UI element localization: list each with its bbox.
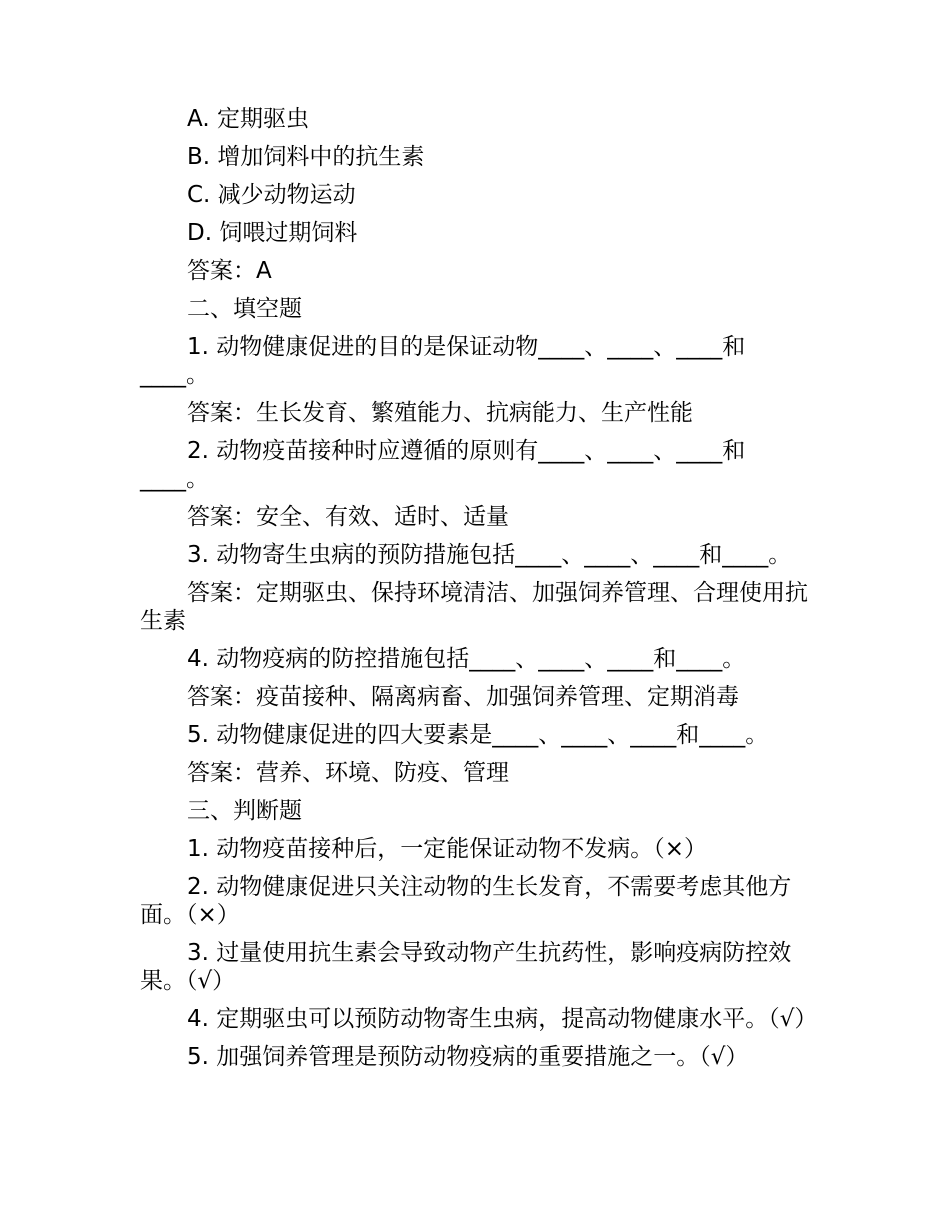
fill-blank-question-4: 4. 动物疫病的防控措施包括____、____、____和____。 bbox=[187, 646, 746, 672]
fill-blank-answer-3: 答案：定期驱虫、保持环境清洁、加强饲养管理、合理使用抗生素 bbox=[140, 580, 808, 634]
option-b: B. 增加饲料中的抗生素 bbox=[187, 144, 425, 170]
true-false-item-1: 1. 动物疫苗接种后，一定能保证动物不发病。（×） bbox=[187, 836, 708, 862]
answer-choice: 答案：A bbox=[187, 258, 272, 284]
fill-blank-question-2: 2. 动物疫苗接种时应遵循的原则有____、____、____和____。 bbox=[140, 438, 746, 492]
fill-blank-answer-1: 答案：生长发育、繁殖能力、抗病能力、生产性能 bbox=[187, 400, 693, 426]
true-false-item-3: 3. 过量使用抗生素会导致动物产生抗药性，影响疫病防控效果。（√） bbox=[140, 940, 792, 994]
option-a: A. 定期驱虫 bbox=[187, 106, 309, 132]
fill-blank-answer-2: 答案：安全、有效、适时、适量 bbox=[187, 504, 509, 530]
fill-blank-answer-5: 答案：营养、环境、防疫、管理 bbox=[187, 760, 509, 786]
document-body bbox=[140, 100, 818, 1076]
fill-blank-question-3: 3. 动物寄生虫病的预防措施包括____、____、____和____。 bbox=[187, 542, 792, 568]
fill-blank-answer-4: 答案：疫苗接种、隔离病畜、加强饲养管理、定期消毒 bbox=[187, 684, 739, 710]
true-false-item-5: 5. 加强饲养管理是预防动物疫病的重要措施之一。（√） bbox=[187, 1044, 749, 1070]
option-d: D. 饲喂过期饲料 bbox=[187, 220, 358, 246]
fill-blank-question-5: 5. 动物健康促进的四大要素是____、____、____和____。 bbox=[187, 722, 769, 748]
fill-blank-question-1: 1. 动物健康促进的目的是保证动物____、____、____和____。 bbox=[140, 334, 746, 388]
section-heading-true-false: 三、判断题 bbox=[187, 798, 302, 824]
section-heading-fill-blank: 二、填空题 bbox=[187, 296, 302, 322]
true-false-item-2: 2. 动物健康促进只关注动物的生长发育，不需要考虑其他方面。（×） bbox=[140, 874, 792, 928]
option-c: C. 减少动物运动 bbox=[187, 182, 356, 208]
true-false-item-4: 4. 定期驱虫可以预防动物寄生虫病，提高动物健康水平。（√） bbox=[187, 1006, 818, 1032]
